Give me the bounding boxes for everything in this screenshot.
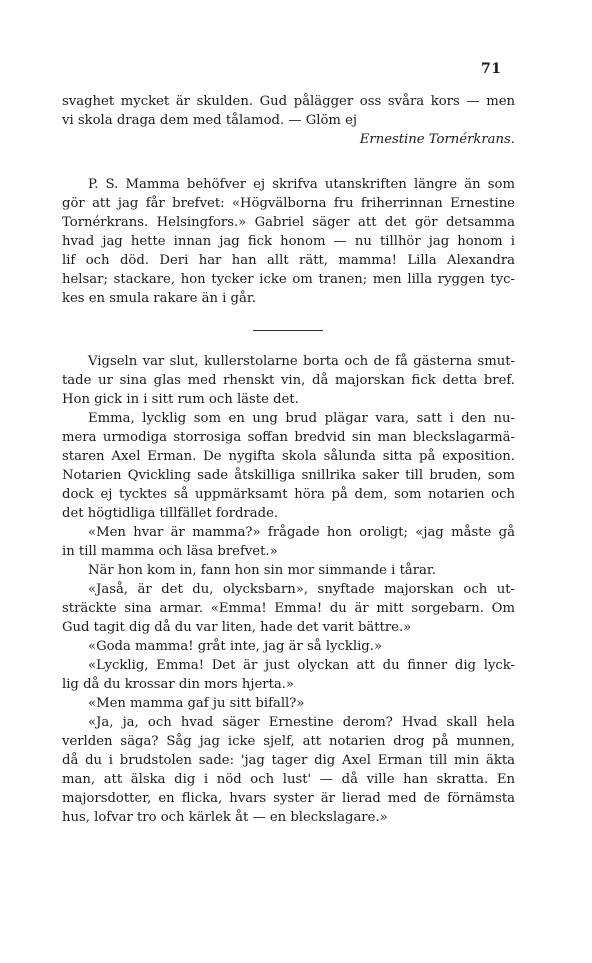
text-line: Gud tagit dig då du var liten, hade det varit bättre.»: [62, 620, 412, 635]
text-line: «Men mamma gaf ju sitt bifall?»: [88, 696, 305, 711]
letter-ending-block: [62, 92, 515, 149]
text-line: sträckte sina armar. «Emma! Emma! du är mitt sorgebarn. Om: [62, 601, 515, 616]
text-line: in till mamma och läsa brefvet.»: [62, 544, 278, 559]
text-line: lif och död. Deri har han allt rätt, mamma! Lilla Alexandra: [62, 253, 515, 268]
text-line: «Goda mamma! gråt inte, jag är så lycklig.»: [88, 639, 383, 654]
text-line: «Men hvar är mamma?» frågade hon oroligt; «jag måste gå: [88, 525, 515, 540]
text-line: staren Axel Erman. De nygifta skola sålunda sitta på exposition.: [62, 449, 515, 464]
signature-line: Ernestine Tornérkrans.: [359, 132, 515, 147]
text-line: «Lycklig, Emma! Det är just olyckan att du finner dig lyck-: [88, 658, 515, 673]
text-line: Hon gick in i sitt rum och läste det.: [62, 392, 299, 407]
postscript-block: [62, 175, 515, 308]
text-line: helsar; stackare, hon tycker icke om tranen; men lilla ryggen tyc-: [62, 272, 515, 287]
text-line: verlden säga? Såg jag icke sjelf, att notarien drog på munnen,: [62, 734, 515, 749]
text-line: då du i brudstolen sade: 'jag tager dig Axel Erman till min äkta: [62, 753, 515, 768]
text-line: lig då du krossar din mors hjerta.»: [62, 677, 294, 692]
text-line: gör att jag får brefvet: «Högvälborna fru friherrinnan Ernestine: [62, 196, 515, 211]
section-separator: [253, 330, 323, 331]
text-line: När hon kom in, fann hon sin mor simmande i tårar.: [88, 563, 436, 578]
text-line: svaghet mycket är skulden. Gud pålägger oss svåra kors — men: [62, 94, 515, 109]
text-line: «Jaså, är det du, olycksbarn», snyftade majorskan och ut-: [88, 582, 515, 597]
text-line: P. S. Mamma behöfver ej skrifva utanskriften längre än som: [88, 177, 515, 192]
text-line: Notarien Qvickling sade åtskilliga snillrika saker till bruden, som: [62, 468, 515, 483]
text-line: det högtidliga tillfället fordrade.: [62, 506, 279, 521]
text-line: vi skola draga dem med tålamod. — Glöm ej: [62, 113, 357, 128]
text-line: dock ej tycktes så uppmärksamt höra på dem, som notarien och: [62, 487, 515, 502]
text-line: tade ur sina glas med rhenskt vin, då majorskan fick detta bref.: [62, 373, 515, 388]
text-line: man, att älska dig i nöd och lust' — då ville han skratta. En: [62, 772, 515, 787]
text-line: majorsdotter, en flicka, hvars syster är lierad med de förnämsta: [62, 791, 515, 806]
text-line: hus, lofvar tro och kärlek åt — en bleckslagare.»: [62, 810, 388, 825]
text-line: Tornérkrans. Helsingfors.» Gabriel säger att det gör detsamma: [62, 215, 515, 230]
text-line: Emma, lycklig som en ung brud plägar vara, satt i den nu-: [88, 411, 515, 426]
text-line: «Ja, ja, och hvad säger Ernestine derom? Hvad skall hela: [88, 715, 515, 730]
text-line: kes en smula rakare än i går.: [62, 291, 256, 306]
text-line: Vigseln var slut, kullerstolarne borta och de få gästerna smut-: [88, 354, 515, 369]
narrative-block: [62, 352, 515, 827]
text-line: hvad jag hette innan jag fick honom — nu tillhör jag honom i: [62, 234, 515, 249]
text-line: mera urmodiga storrosiga soffan bredvid sin man bleckslagarmä-: [62, 430, 515, 445]
page-number: 71: [481, 61, 502, 77]
